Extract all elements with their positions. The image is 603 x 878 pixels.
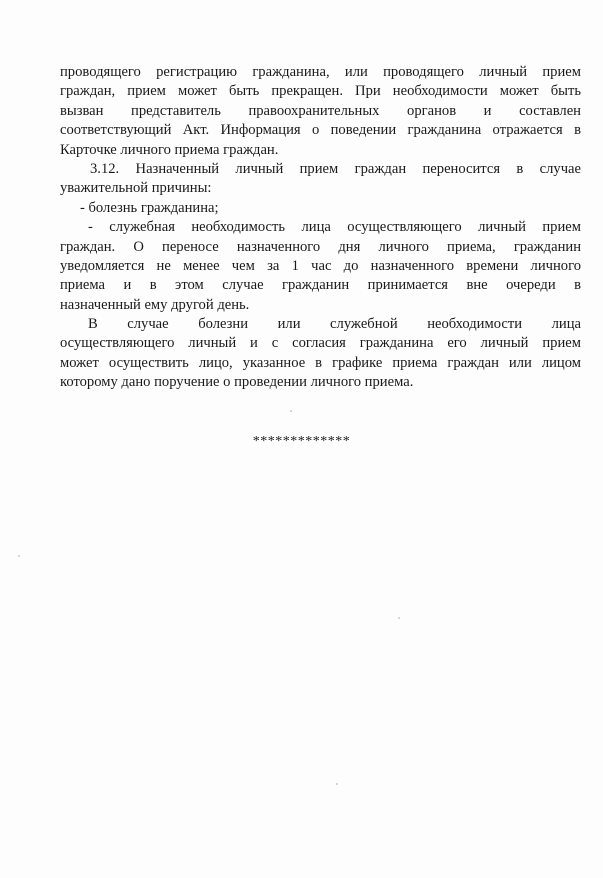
paragraph1-line: граждан, прием может быть прекращен. При необходимости может быть xyxy=(60,83,581,100)
paragraph3-line: может осуществить лицо, указанное в графике приема граждан или лицом xyxy=(60,354,581,371)
paragraph3-line: которому дано поручение о проведении личного приема. xyxy=(60,374,414,391)
list-item-service-line: приема и в этом случае гражданин принимается вне очереди в xyxy=(60,277,581,294)
end-separator: ************* xyxy=(252,434,351,449)
list-item-service-line: граждан. О переносе назначенного дня личного приема, гражданин xyxy=(60,238,581,255)
paragraph1-line: вызван представитель правоохранительных органов и составлен xyxy=(60,102,581,119)
scan-speck xyxy=(290,410,292,412)
list-item-service-line: назначенный ему другой день. xyxy=(60,296,250,313)
scan-speck xyxy=(336,783,338,785)
paragraph2-line: уважительной причины: xyxy=(60,180,212,197)
paragraph2-line: 3.12. Назначенный личный прием граждан переносится в случае xyxy=(90,160,581,177)
list-item-illness: - болезнь гражданина; xyxy=(80,199,219,216)
document-body xyxy=(60,63,581,393)
scan-speck xyxy=(398,617,400,619)
paragraph1-line: соответствующий Акт. Информация о поведении гражданина отражается в xyxy=(60,122,581,139)
list-item-service-line: - служебная необходимость лица осуществляющего личный прием xyxy=(88,219,581,236)
paragraph3-line: осуществляющего личный и с согласия гражданина его личный прием xyxy=(60,335,581,352)
paragraph1-line: Карточке личного приема граждан. xyxy=(60,141,279,158)
paragraph3-line: В случае болезни или служебной необходимости лица xyxy=(88,316,581,333)
list-item-service-line: уведомляется не менее чем за 1 час до назначенного времени личного xyxy=(60,257,581,274)
paragraph1-line: проводящего регистрацию гражданина, или проводящего личный прием xyxy=(60,64,581,80)
scan-speck xyxy=(18,555,20,557)
